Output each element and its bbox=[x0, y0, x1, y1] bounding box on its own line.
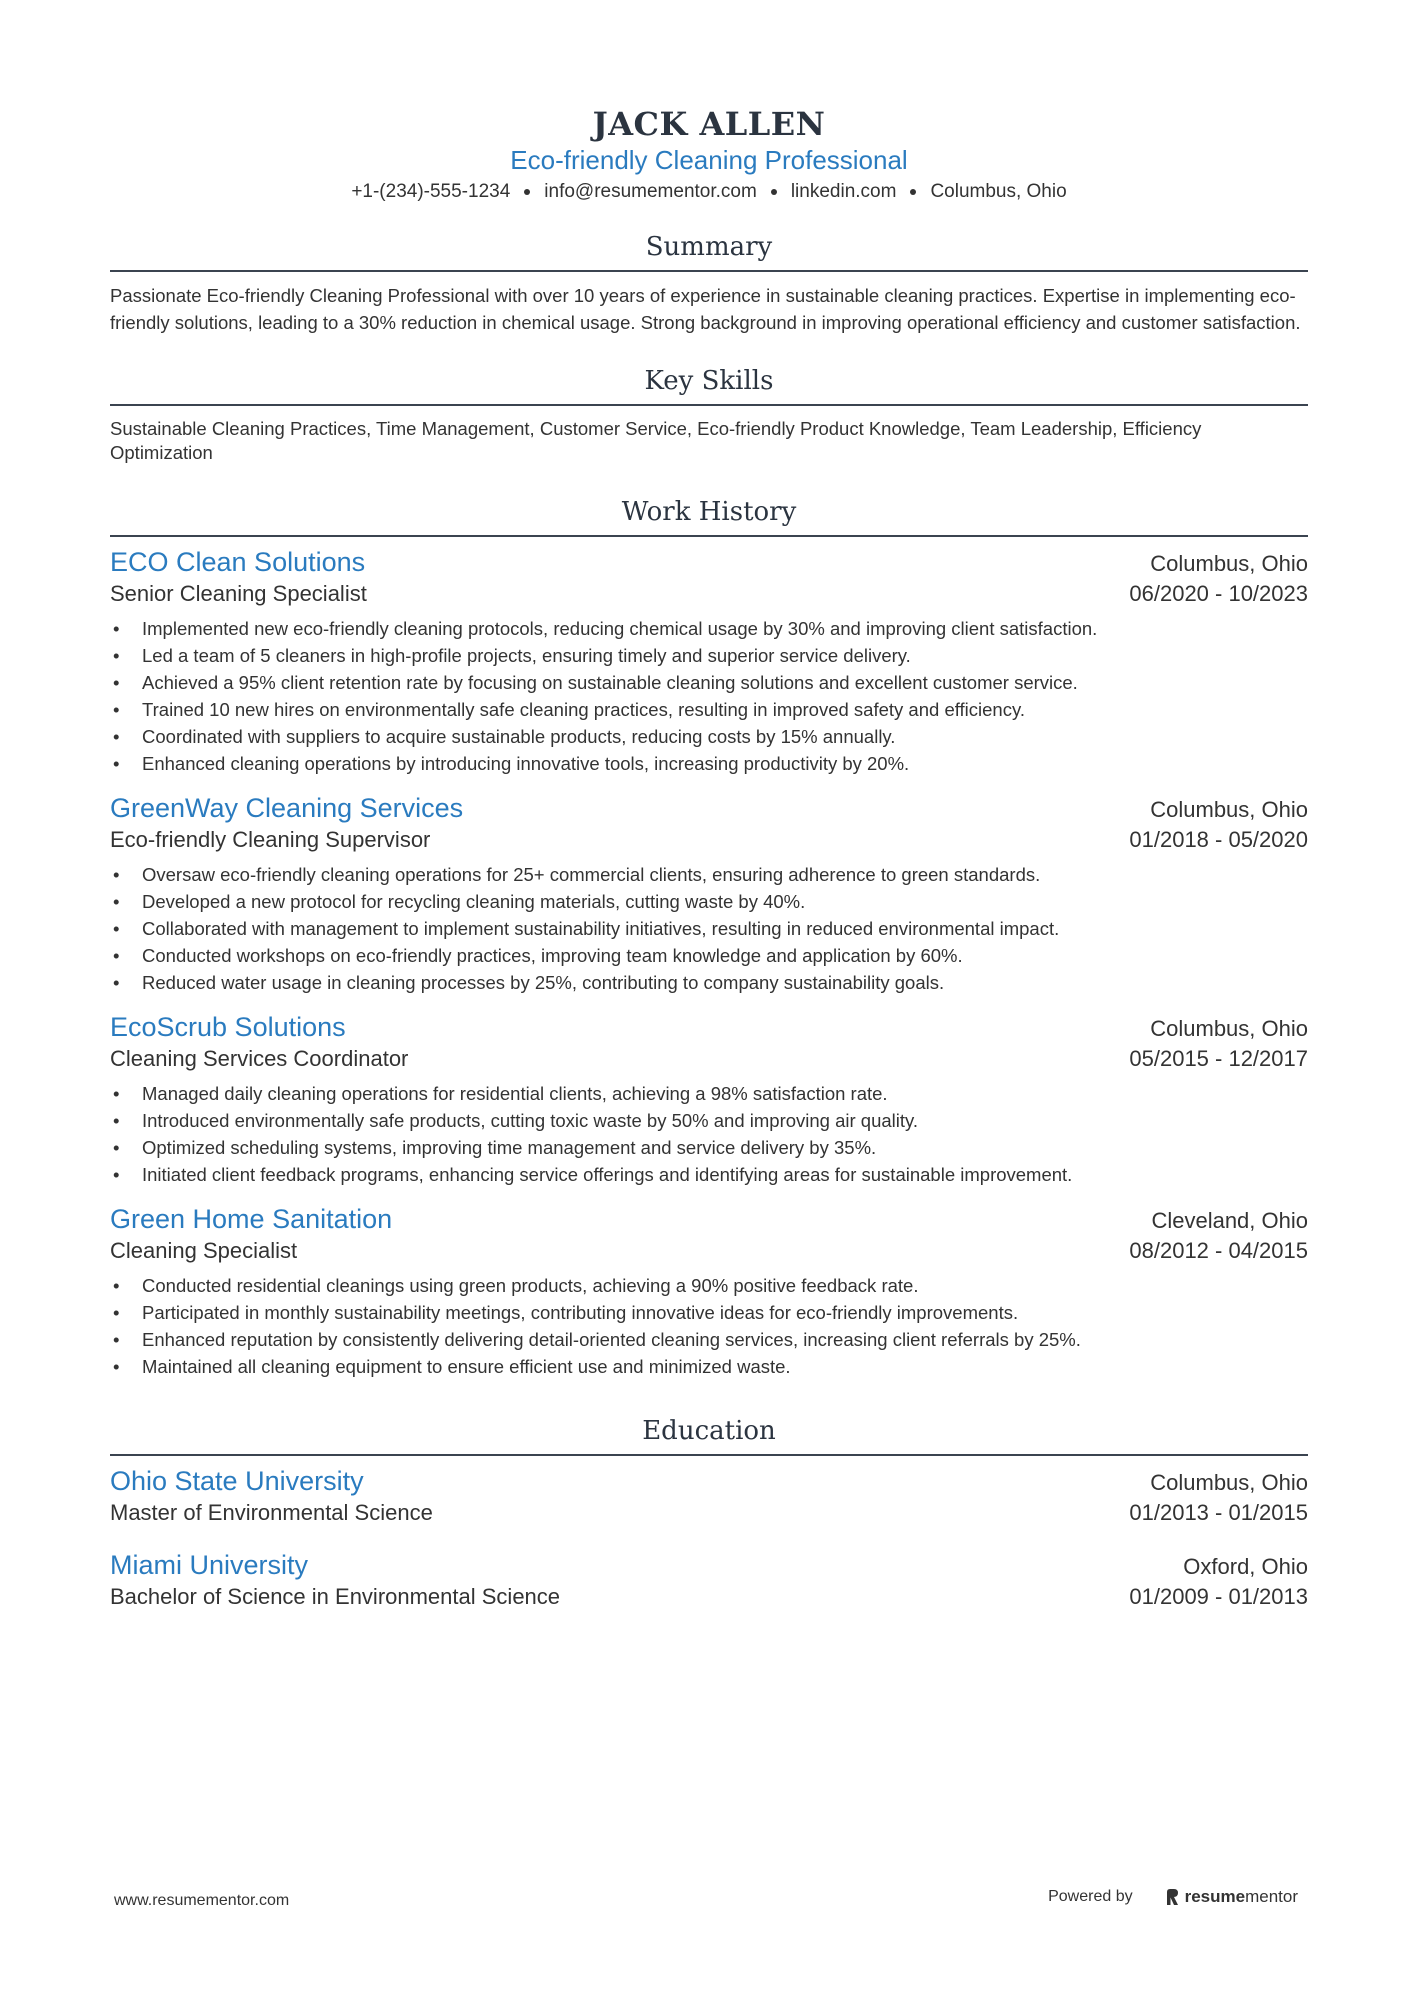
section-heading-work-history: Work History bbox=[621, 497, 797, 527]
candidate-title: Eco-friendly Cleaning Professional bbox=[510, 145, 908, 175]
brand-bold-text: resume bbox=[1184, 1887, 1246, 1906]
bullet-item: • Developed a new protocol for recycling cleaning materials, cutting waste by 40%. bbox=[110, 888, 1308, 915]
bullet-item: • Enhanced cleaning operations by introducing innovative tools, increasing productivity by 20%. bbox=[110, 750, 1308, 777]
job-entry bbox=[110, 791, 1308, 996]
section-heading-skills: Key Skills bbox=[644, 366, 774, 396]
job-bullets bbox=[110, 615, 1308, 777]
education-entry bbox=[110, 1464, 1308, 1528]
job-location: Columbus, Ohio bbox=[1150, 1016, 1308, 1041]
linkedin-link[interactable]: linkedin.com bbox=[790, 181, 897, 202]
bullet-item: • Collaborated with management to implement sustainability initiatives, resulting in reduced environmental impact. bbox=[110, 915, 1308, 942]
education-dates: 01/2013 - 01/2015 bbox=[1129, 1500, 1308, 1525]
degree: Master of Environmental Science bbox=[110, 1500, 433, 1525]
job-position: Senior Cleaning Specialist bbox=[110, 581, 367, 606]
job-location: Columbus, Ohio bbox=[1150, 551, 1308, 576]
footer-website-link[interactable]: www.resumementor.com bbox=[114, 1892, 290, 1909]
job-dates: 05/2015 - 12/2017 bbox=[1129, 1046, 1308, 1071]
bullet-item: • Conducted residential cleanings using green products, achieving a 90% positive feedback rate. bbox=[110, 1272, 1308, 1299]
company-name: EcoScrub Solutions bbox=[110, 1012, 346, 1042]
bullet-item: • Trained 10 new hires on environmentally safe cleaning practices, resulting in improved safety and efficiency. bbox=[110, 696, 1308, 723]
school-name: Miami University bbox=[110, 1550, 309, 1580]
bullet-separator bbox=[771, 189, 777, 195]
section-heading-summary: Summary bbox=[645, 232, 773, 262]
job-position: Eco-friendly Cleaning Supervisor bbox=[110, 827, 431, 852]
bullet-item: • Reduced water usage in cleaning processes by 25%, contributing to company sustainability goals. bbox=[110, 969, 1308, 996]
email-link[interactable]: info@resumementor.com bbox=[544, 181, 757, 202]
bullet-item: • Achieved a 95% client retention rate by focusing on sustainable cleaning solutions and excellent customer service. bbox=[110, 669, 1308, 696]
section-divider bbox=[110, 1454, 1308, 1456]
degree: Bachelor of Science in Environmental Science bbox=[110, 1584, 561, 1609]
job-dates: 08/2012 - 04/2015 bbox=[1129, 1238, 1308, 1263]
job-dates: 01/2018 - 05/2020 bbox=[1129, 827, 1308, 852]
bullet-item: • Introduced environmentally safe products, cutting toxic waste by 50% and improving air quality. bbox=[110, 1107, 1308, 1134]
contact-line bbox=[110, 178, 1308, 206]
school-name: Ohio State University bbox=[110, 1466, 364, 1496]
school-location: Columbus, Ohio bbox=[1150, 1470, 1308, 1495]
education-section bbox=[110, 1414, 1308, 1612]
bullet-item: • Managed daily cleaning operations for residential clients, achieving a 98% satisfaction rate. bbox=[110, 1080, 1308, 1107]
job-bullets bbox=[110, 861, 1308, 996]
footer-powered-by bbox=[1048, 1887, 1298, 1907]
bullet-separator bbox=[910, 189, 916, 195]
job-entry bbox=[110, 545, 1308, 777]
school-location: Oxford, Ohio bbox=[1183, 1554, 1308, 1579]
summary-section bbox=[110, 230, 1308, 336]
bullet-item: • Led a team of 5 cleaners in high-profile projects, ensuring timely and superior service delivery. bbox=[110, 642, 1308, 669]
job-position: Cleaning Specialist bbox=[110, 1238, 298, 1263]
bullet-item: • Optimized scheduling systems, improving time management and service delivery by 35%. bbox=[110, 1134, 1308, 1161]
brand-light-text: mentor bbox=[1245, 1887, 1298, 1906]
bullet-item: • Implemented new eco-friendly cleaning protocols, reducing chemical usage by 30% and improving client satisfaction. bbox=[110, 615, 1308, 642]
work-history-section bbox=[110, 495, 1308, 1380]
section-heading-education: Education bbox=[642, 1416, 776, 1446]
job-location: Cleveland, Ohio bbox=[1151, 1208, 1308, 1233]
company-name: ECO Clean Solutions bbox=[110, 547, 366, 577]
education-dates: 01/2009 - 01/2013 bbox=[1129, 1584, 1308, 1609]
bullet-item: • Oversaw eco-friendly cleaning operations for 25+ commercial clients, ensuring adherence to green standards. bbox=[110, 861, 1308, 888]
bullet-item: • Participated in monthly sustainability meetings, contributing innovative ideas for eco-friendly improvements. bbox=[110, 1299, 1308, 1326]
section-divider bbox=[110, 404, 1308, 406]
education-entry bbox=[110, 1548, 1308, 1612]
bullet-item: • Coordinated with suppliers to acquire sustainable products, reducing costs by 15% annually. bbox=[110, 723, 1308, 750]
bullet-item: • Enhanced reputation by consistently delivering detail-oriented cleaning services, increasing client referrals by 25%. bbox=[110, 1326, 1308, 1353]
bullet-item: • Maintained all cleaning equipment to ensure efficient use and minimized waste. bbox=[110, 1353, 1308, 1380]
job-entry bbox=[110, 1202, 1308, 1380]
bullet-separator bbox=[524, 189, 530, 195]
candidate-location: Columbus, Ohio bbox=[930, 181, 1067, 202]
candidate-name: JACK ALLEN bbox=[592, 105, 826, 143]
bullet-item: • Conducted workshops on eco-friendly practices, improving team knowledge and application by 60%. bbox=[110, 942, 1308, 969]
job-entry bbox=[110, 1010, 1308, 1188]
resumementor-logo-icon bbox=[1165, 1888, 1179, 1906]
job-dates: 06/2020 - 10/2023 bbox=[1129, 581, 1308, 606]
job-bullets bbox=[110, 1272, 1308, 1380]
phone-number: +1-(234)-555-1234 bbox=[351, 181, 511, 202]
company-name: Green Home Sanitation bbox=[110, 1204, 393, 1234]
summary-text: Passionate Eco-friendly Cleaning Professional with over 10 years of experience in sustainable cleaning practices. Expertise in implementing eco-friendly solutions, leading to a 30% reduction in chemical usage. Strong background in improving operational efficiency and customer satisfaction. bbox=[110, 285, 1301, 333]
resumementor-logo[interactable] bbox=[1165, 1887, 1298, 1907]
bullet-item: • Initiated client feedback programs, enhancing service offerings and identifying areas for sustainable improvement. bbox=[110, 1161, 1308, 1188]
powered-by-label: Powered by bbox=[1048, 1888, 1133, 1905]
section-divider bbox=[110, 270, 1308, 272]
section-divider bbox=[110, 535, 1308, 537]
skills-text: Sustainable Cleaning Practices, Time Management, Customer Service, Eco-friendly Product Knowledge, Team Leadership, Efficiency Optimization bbox=[110, 418, 1202, 463]
job-location: Columbus, Ohio bbox=[1150, 797, 1308, 822]
resume-page bbox=[110, 0, 1308, 1612]
company-name: GreenWay Cleaning Services bbox=[110, 793, 464, 823]
job-position: Cleaning Services Coordinator bbox=[110, 1046, 409, 1071]
skills-section bbox=[110, 364, 1308, 465]
job-bullets bbox=[110, 1080, 1308, 1188]
